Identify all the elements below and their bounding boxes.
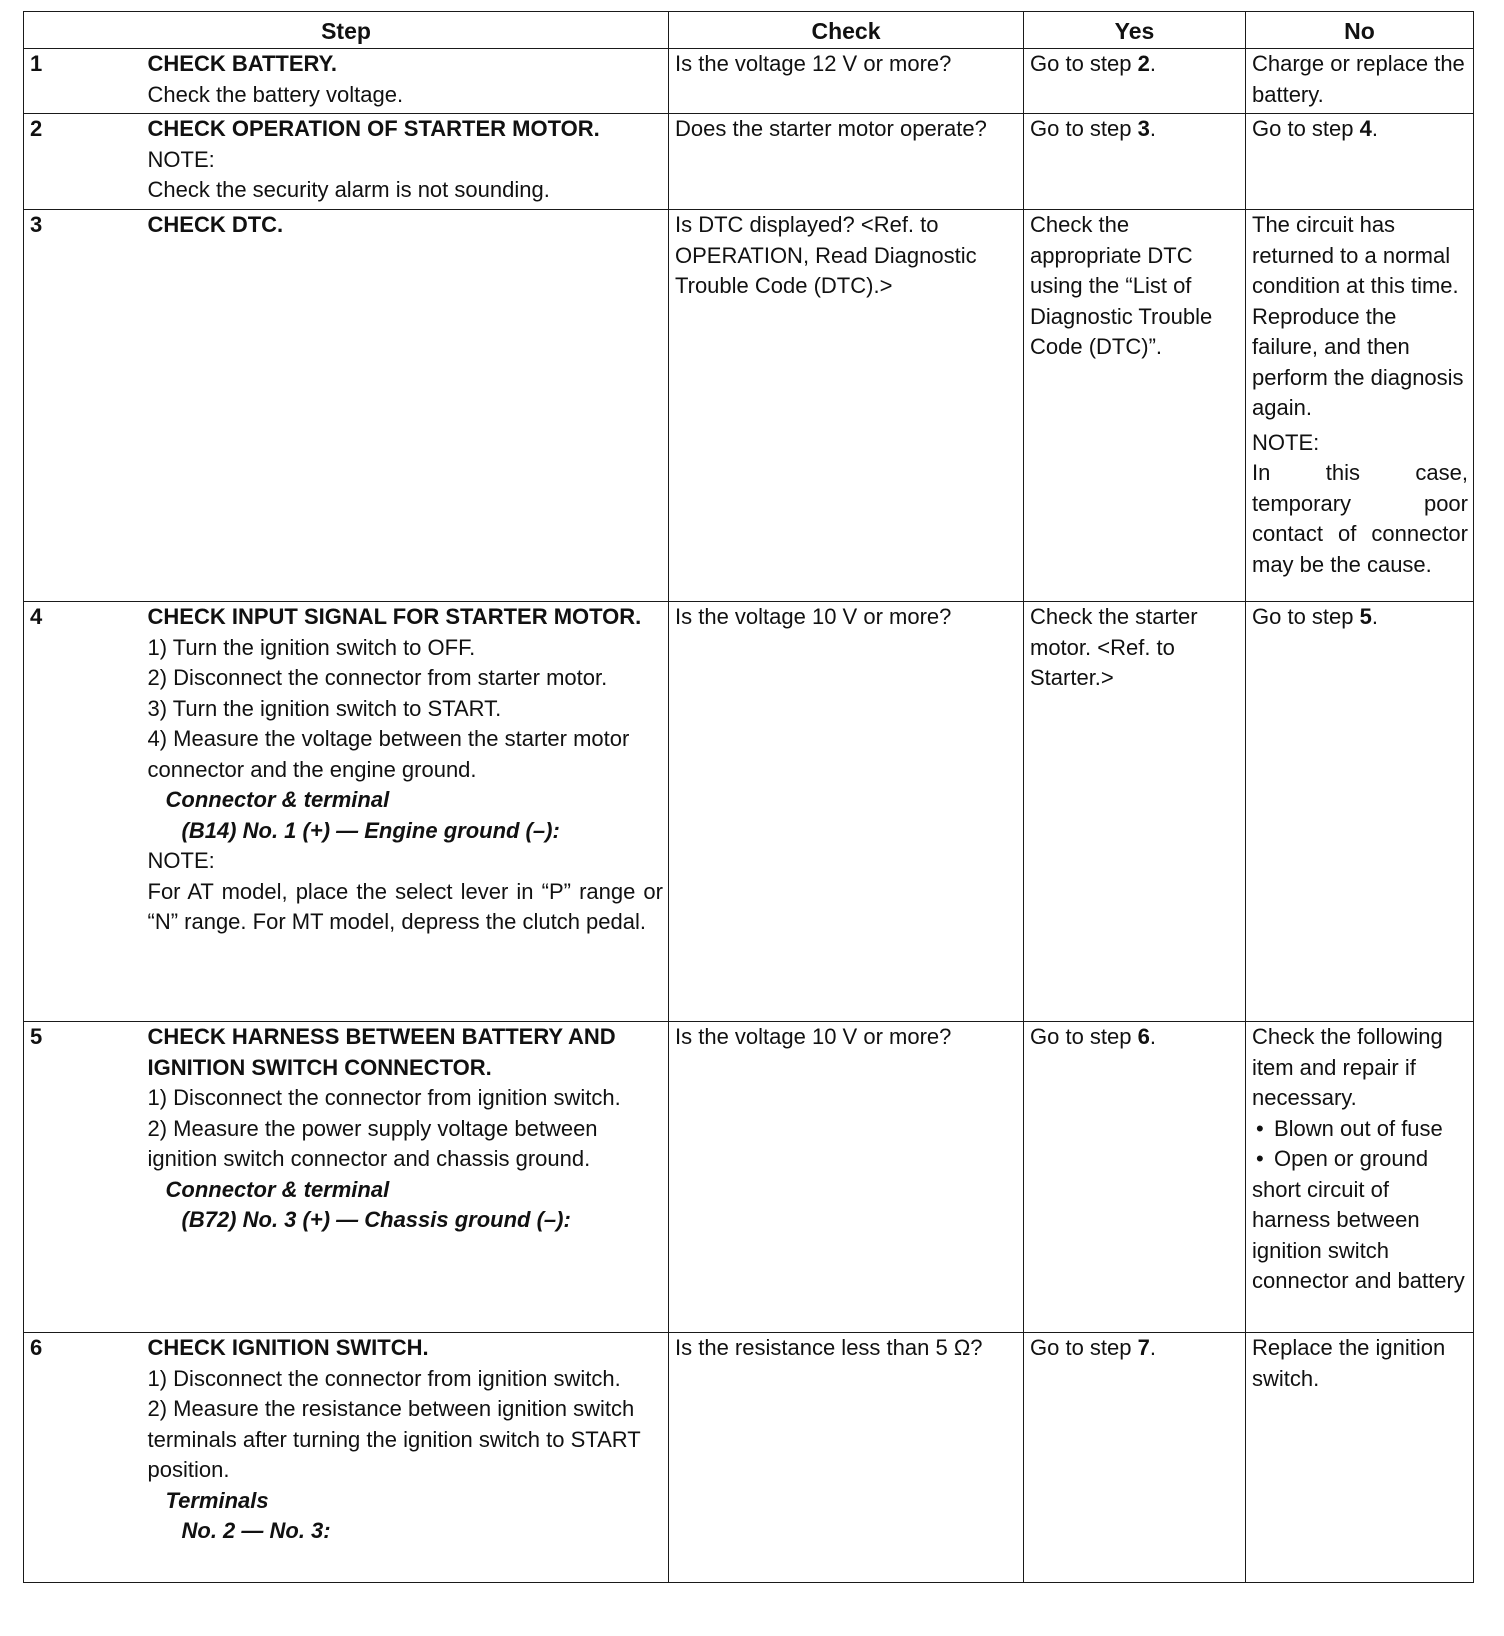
yes-suffix: . bbox=[1149, 116, 1156, 141]
check-cell: Is DTC displayed? <Ref. to OPERATION, Read Diagnostic Trouble Code (DTC).> bbox=[669, 210, 1024, 602]
key-value: No. 2 — No. 3: bbox=[181, 1518, 331, 1543]
header-row bbox=[24, 12, 1474, 49]
step-cell bbox=[142, 210, 669, 602]
step-cell bbox=[142, 1333, 669, 1583]
yes-cell bbox=[1024, 114, 1246, 210]
yes-cell: Check the starter motor. <Ref. to Starter.> bbox=[1024, 602, 1246, 1022]
bullet-item: • Open or ground short circuit of harness between ignition switch connector and battery bbox=[1252, 1144, 1468, 1297]
step-number: 1 bbox=[24, 49, 142, 114]
step-line: 3) Turn the ignition switch to START. bbox=[147, 695, 502, 721]
no-prefix: Go to step bbox=[1252, 604, 1360, 629]
bullet-item: • Blown out of fuse bbox=[1252, 1114, 1468, 1145]
step-title: CHECK IGNITION SWITCH. bbox=[147, 1335, 429, 1360]
step-cell bbox=[142, 49, 669, 114]
key-heading: Connector & terminal bbox=[165, 787, 390, 812]
step-line: 1) Disconnect the connector from ignition switch. bbox=[147, 1085, 621, 1110]
note-label: NOTE: bbox=[1252, 429, 1320, 455]
yes-cell: Check the appropriate DTC using the “List of Diagnostic Trouble Code (DTC)”. bbox=[1024, 210, 1246, 602]
header-step: Step bbox=[24, 12, 669, 49]
note-text: In this case, temporary poor contact of connector may be the cause. bbox=[1252, 460, 1468, 577]
check-cell: Is the voltage 10 V or more? bbox=[669, 602, 1024, 1022]
no-text: Check the following item and repair if necessary. bbox=[1252, 1024, 1443, 1110]
check-cell: Does the starter motor operate? bbox=[669, 114, 1024, 210]
yes-prefix: Go to step bbox=[1030, 116, 1138, 141]
header-check: Check bbox=[669, 12, 1024, 49]
no-suffix: . bbox=[1371, 604, 1378, 629]
yes-suffix: . bbox=[1149, 51, 1156, 76]
key-value: (B14) No. 1 (+) — Engine ground (–): bbox=[181, 817, 560, 843]
key-heading: Connector & terminal bbox=[165, 1176, 390, 1202]
no-step: 4 bbox=[1359, 116, 1372, 141]
table-row bbox=[24, 210, 1474, 602]
key-heading: Terminals bbox=[165, 1487, 269, 1513]
yes-cell bbox=[1024, 1333, 1246, 1583]
note-label: NOTE: bbox=[147, 848, 215, 873]
yes-step: 6 bbox=[1137, 1024, 1150, 1049]
yes-prefix: Go to step bbox=[1030, 51, 1138, 76]
yes-cell bbox=[1024, 1022, 1246, 1333]
step-line: 2) Measure the power supply voltage between ignition switch connector and chassis ground. bbox=[147, 1115, 598, 1171]
step-line: 1) Disconnect the connector from ignition switch. bbox=[147, 1365, 621, 1391]
no-cell bbox=[1246, 114, 1474, 210]
table-row bbox=[24, 49, 1474, 114]
step-cell bbox=[142, 1022, 669, 1333]
no-cell bbox=[1246, 210, 1474, 602]
step-title: CHECK OPERATION OF STARTER MOTOR. bbox=[147, 116, 600, 141]
step-line: 1) Turn the ignition switch to OFF. bbox=[147, 634, 476, 660]
note-text: Check the security alarm is not sounding. bbox=[147, 177, 550, 202]
no-cell bbox=[1246, 602, 1474, 1022]
step-title: CHECK INPUT SIGNAL FOR STARTER MOTOR. bbox=[147, 604, 642, 629]
no-prefix: Go to step bbox=[1252, 116, 1360, 141]
yes-cell bbox=[1024, 49, 1246, 114]
step-number: 4 bbox=[24, 602, 142, 1022]
table-row bbox=[24, 114, 1474, 210]
no-cell: Replace the ignition switch. bbox=[1246, 1333, 1474, 1583]
table-row bbox=[24, 602, 1474, 1022]
step-title: CHECK HARNESS BETWEEN BATTERY AND IGNITION SWITCH CONNECTOR. bbox=[147, 1024, 616, 1080]
step-number: 2 bbox=[24, 114, 142, 210]
check-cell: Is the resistance less than 5 Ω? bbox=[669, 1333, 1024, 1583]
no-cell: Charge or replace the battery. bbox=[1246, 49, 1474, 114]
no-cell bbox=[1246, 1022, 1474, 1333]
yes-prefix: Go to step bbox=[1030, 1335, 1138, 1360]
yes-prefix: Go to step bbox=[1030, 1024, 1138, 1049]
check-cell: Is the voltage 12 V or more? bbox=[669, 49, 1024, 114]
yes-step: 3 bbox=[1137, 116, 1150, 141]
header-yes: Yes bbox=[1024, 12, 1246, 49]
step-title: CHECK DTC. bbox=[147, 212, 284, 237]
step-number: 5 bbox=[24, 1022, 142, 1333]
table-row bbox=[24, 1022, 1474, 1333]
step-number: 6 bbox=[24, 1333, 142, 1583]
no-step: 5 bbox=[1359, 604, 1372, 629]
step-title: CHECK BATTERY. bbox=[147, 51, 337, 76]
step-line: Check the battery voltage. bbox=[147, 81, 404, 107]
step-line: 2) Measure the resistance between ignition switch terminals after turning the ignition switch to START position. bbox=[147, 1396, 641, 1482]
yes-step: 2 bbox=[1137, 51, 1150, 76]
step-cell bbox=[142, 602, 669, 1022]
check-cell: Is the voltage 10 V or more? bbox=[669, 1022, 1024, 1333]
yes-suffix: . bbox=[1149, 1335, 1156, 1360]
table-row bbox=[24, 1333, 1474, 1583]
header-no: No bbox=[1246, 12, 1474, 49]
step-line: 4) Measure the voltage between the starter motor connector and the engine ground. bbox=[147, 726, 630, 782]
step-line: 2) Disconnect the connector from starter motor. bbox=[147, 665, 608, 690]
diagnostic-table bbox=[23, 11, 1474, 1583]
note-label: NOTE: bbox=[147, 146, 215, 172]
no-text: The circuit has returned to a normal condition at this time. Reproduce the failure, and then perform the diagnosis again. bbox=[1252, 212, 1464, 420]
step-number: 3 bbox=[24, 210, 142, 602]
step-cell bbox=[142, 114, 669, 210]
note-text: For AT model, place the select lever in “P” range or “N” range. For MT model, depress the clutch pedal. bbox=[147, 878, 663, 934]
yes-suffix: . bbox=[1149, 1024, 1156, 1049]
key-value: (B72) No. 3 (+) — Chassis ground (–): bbox=[181, 1207, 571, 1232]
no-suffix: . bbox=[1371, 116, 1378, 141]
yes-step: 7 bbox=[1137, 1335, 1150, 1360]
